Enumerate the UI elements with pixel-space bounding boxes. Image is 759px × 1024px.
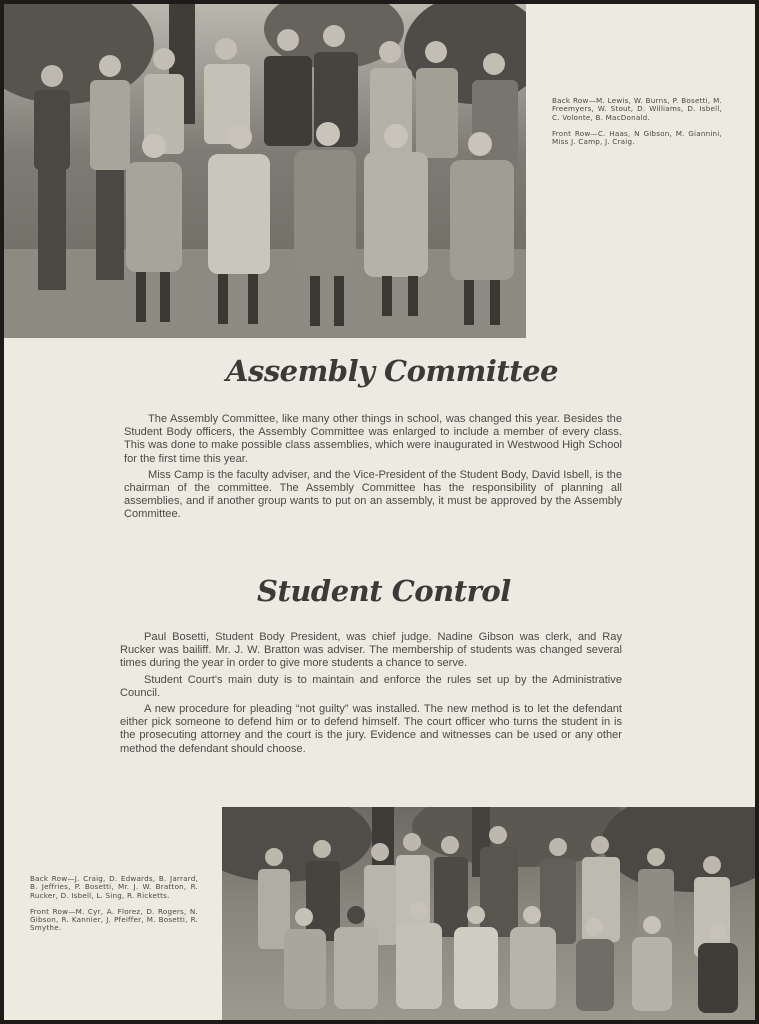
paragraph: Student Court's main duty is to maintain and enforce the rules set up by the Administrative Council. (120, 673, 622, 699)
assembly-committee-group-photo (4, 4, 526, 338)
yearbook-page (4, 4, 755, 1020)
student-control-group-photo (222, 807, 755, 1020)
caption-back-row: Back Row—J. Craig, D. Edwards, B. Jarrard, B. Jeffries, P. Bosetti, Mr. J. W. Bratton, R. Rucker, D. Isbell, L. Sing, R. Ricketts. (30, 874, 198, 900)
paragraph: Miss Camp is the faculty adviser, and the Vice-President of the Student Body, David Isbell, is the chairman of the committee. The Assembly Committee has the responsibility of planning all assemblies, and if another group wants to put on an assembly, it must be approved by the Assembly Committee. (124, 468, 622, 521)
caption-front-row: Front Row—C. Haas, N Gibson, M. Giannini, Miss J. Camp, J. Craig. (552, 128, 722, 147)
assembly-committee-text (124, 413, 622, 525)
assembly-photo-caption (552, 97, 722, 154)
student-control-heading: Student Control (257, 574, 511, 608)
student-control-photo-caption (30, 875, 198, 941)
assembly-committee-heading: Assembly Committee (226, 354, 559, 388)
group-photo-image (4, 4, 526, 338)
paragraph: Paul Bosetti, Student Body President, was chief judge. Nadine Gibson was clerk, and Ray Rucker was bailiff. Mr. J. W. Bratton was adviser. The membership of students was changed several times during the year in order to give more students a chance to serve. (120, 631, 622, 670)
paragraph: The Assembly Committee, like many other things in school, was changed this year. Besides the Student Body officers, the Assembly Committee was enlarged to include a member of every class. This was done to make possible class assemblies, which were inaugurated in Westwood High School for the first time this year. (124, 413, 622, 465)
paragraph: A new procedure for pleading “not guilty” was installed. The new method is to let the defendant either pick someone to defend him or to defend himself. The court officer who turns the student in is the prosecuting attorney and the court is the jury. Evidence and witnesses can be used or any other method the defendant should choose. (120, 703, 622, 755)
caption-back-row: Back Row—M. Lewis, W. Burns, P. Bosetti, M. Freemyers, W. Stout, D. Williams, D. Isbell, C. Volonte, B. MacDonald. (552, 96, 722, 122)
group-photo-image (222, 807, 755, 1020)
caption-front-row: Front Row—M. Cyr, A. Florez, D. Rogers, N. Gibson, R. Kannier, J. Pfeiffer, M. Bosetti, R. Smythe. (30, 906, 198, 933)
student-control-text (120, 631, 622, 759)
